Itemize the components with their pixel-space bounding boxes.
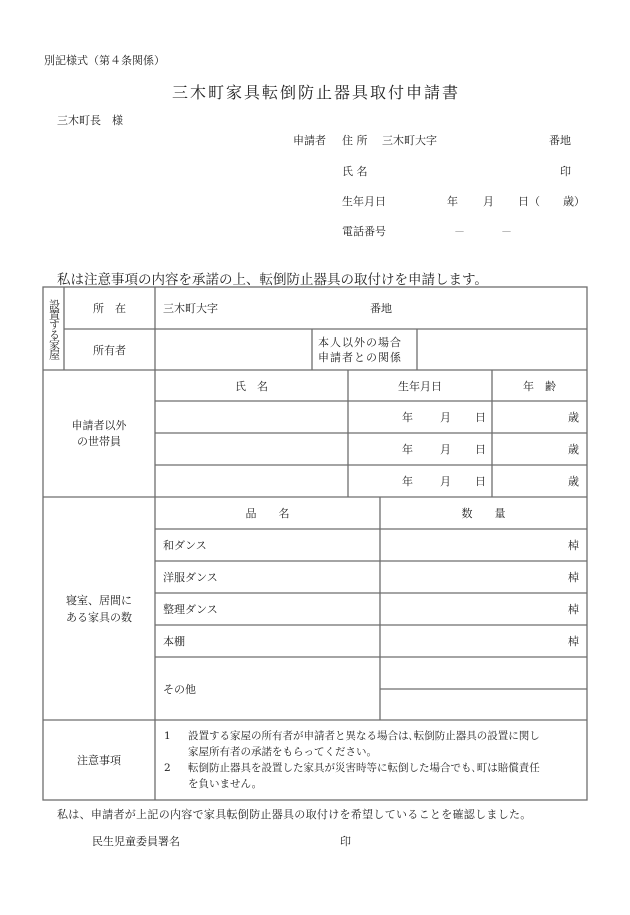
house-location-input[interactable] [250,292,360,324]
location-prefix: 三木町大字 [163,302,218,315]
household-row-2-year: 年 [402,443,413,456]
house-group-label: 設置する家屋 [47,298,61,359]
household-row-3-month: 月 [440,475,451,488]
year-label: 年 [447,195,458,208]
relation-input[interactable] [418,330,586,369]
day-label: 日（ [518,195,540,208]
note-2-number: 2 [164,762,171,774]
seal-mark: 印 [560,165,571,178]
house-group-label-cell [43,287,64,370]
household-label-line2: の世帯員 [77,434,121,448]
household-row-2-day: 日 [475,443,486,456]
note-2-line2: を負いません。 [188,778,263,790]
applicant-name-input[interactable] [385,159,545,179]
application-statement: 私は注意事項の内容を承諾の上、転倒防止器具の取付けを申請します。 [57,272,488,288]
applicant-phone-input[interactable] [395,219,535,239]
note-1-line1: 設置する家屋の所有者が申請者と異なる場合は､転倒防止器具の設置に関し [188,730,540,742]
furniture-item-2-qty-input[interactable]: 棹 [568,571,579,584]
col-header-quantity: 数 量 [461,507,506,520]
address-label: 住 所 [342,134,368,147]
household-row-1-name-input[interactable] [156,402,347,432]
month-label: 月 [483,195,494,208]
furniture-other-label: その他 [163,682,196,696]
page-title: 三木町家具転倒防止器具取付申請書 [172,83,461,102]
furniture-item-4-name: 本棚 [163,635,185,648]
relation-label-line2: 申請者との関係 [318,350,402,364]
furniture-other-qty-input-2[interactable] [381,690,587,719]
signer-name-input[interactable] [185,829,335,849]
household-group-label-cell [43,370,155,497]
applicant-birth-year-input[interactable] [395,189,445,209]
note-1-line2: 家屋所有者の承諾をもらってください。 [188,746,377,758]
note-1-number: 1 [164,730,171,742]
furniture-item-1-qty-input[interactable]: 棹 [568,539,579,552]
household-row-1-age: 歳 [568,411,579,424]
household-label-line1: 申請者以外 [71,418,127,432]
col-header-birth: 生年月日 [398,379,442,393]
phone-label: 電話番号 [342,225,386,238]
furniture-item-2-name: 洋服ダンス [163,571,218,584]
notes-label: 注意事項 [77,754,121,767]
age-label: 歳） [563,195,585,208]
phone-dash-1: － [454,225,465,238]
furniture-item-3-name: 整理ダンス [163,603,218,616]
phone-dash-2: － [501,225,512,238]
note-item-2 [155,760,540,776]
location-suffix: 番地 [370,302,392,315]
notes-list [155,720,587,800]
applicant-label: 申請者 [293,134,326,147]
furniture-group-label-cell [43,497,155,720]
confirmation-statement: 私は、申請者が上記の内容で家具転倒防止器具の取付けを希望していることを確認しました。 [57,808,532,821]
household-row-2-age: 歳 [568,443,579,456]
relation-label-cell [312,329,417,370]
household-row-2-month: 月 [440,443,451,456]
applicant-address-input[interactable] [440,128,530,148]
address-suffix: 番地 [549,134,571,147]
birth-label: 生年月日 [342,195,386,208]
location-label: 所 在 [93,302,126,315]
furniture-label-line2: ある家具の数 [66,610,132,624]
addressee: 三木町長 様 [57,114,123,127]
name-label: 氏 名 [342,165,368,178]
col-header-age: 年 齢 [523,379,556,393]
owner-input[interactable] [156,330,311,369]
col-header-item: 品 名 [245,507,290,520]
signer-seal-mark: 印 [340,835,351,848]
note-item-1 [155,728,540,744]
furniture-other-qty-input-1[interactable] [381,658,587,688]
furniture-label-line1: 寝室、居間に [66,593,132,607]
furniture-item-3-qty-input[interactable]: 棹 [568,603,579,616]
address-prefix: 三木町大字 [382,134,437,147]
household-row-3-age: 歳 [568,475,579,488]
furniture-item-4-qty-input[interactable]: 棹 [568,635,579,648]
note-2-line1: 転倒防止器具を設置した家具が災害時等に転倒した場合でも､町は賠償責任 [188,762,540,774]
col-header-name: 氏 名 [235,379,268,393]
relation-label-line1: 本人以外の場合 [318,335,402,349]
household-row-3-day: 日 [475,475,486,488]
furniture-item-1-name: 和ダンス [163,539,207,552]
owner-label: 所有者 [93,343,126,357]
signer-label: 民生児童委員署名 [92,835,180,848]
household-row-3-name-input[interactable] [156,466,347,496]
household-row-2-name-input[interactable] [156,434,347,464]
form-number-label: 別記様式（第４条関係） [44,54,165,67]
household-row-3-year: 年 [402,475,413,488]
household-row-1-day: 日 [475,411,486,424]
household-row-1-year: 年 [402,411,413,424]
household-row-1-month: 月 [440,411,451,424]
